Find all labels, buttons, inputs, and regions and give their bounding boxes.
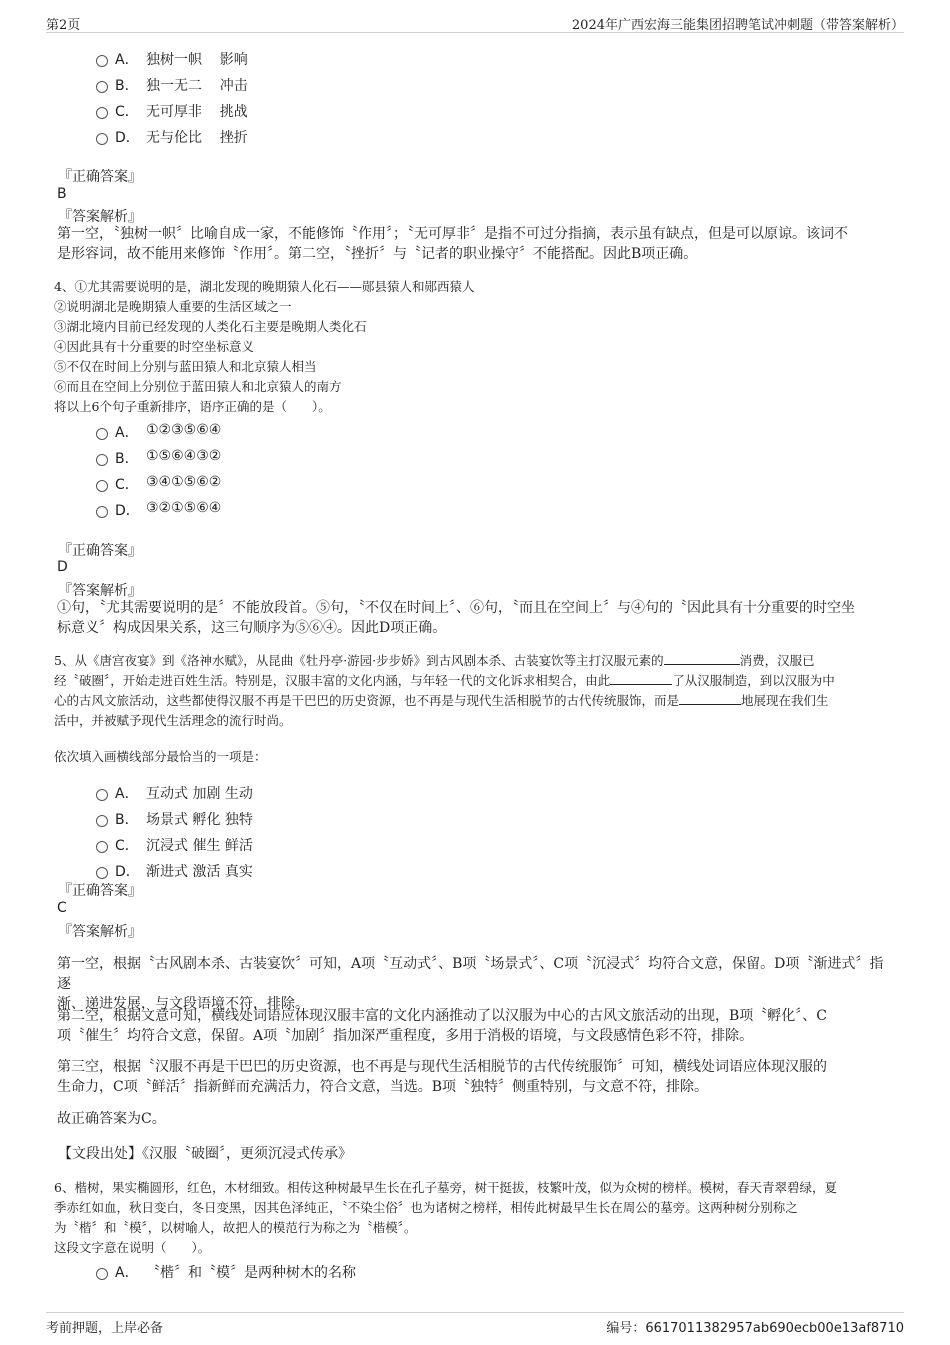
radio-icon[interactable] xyxy=(96,815,108,827)
q5-answer: C xyxy=(57,900,67,916)
blank-3 xyxy=(679,692,741,705)
q5-source: 【文段出处】《汉服〝破圈〞，更须沉浸式传承》 xyxy=(58,1146,352,1162)
q5-analysis-p1: 第一空，根据〝古风剧本杀、古装宴饮〞可知，A项〝互动式〞、B项〝场景式〞、C项〝沉浸式〞均符合文意，保留。D项〝渐进式〞指逐 渐、递进发展，与文段语境不符，排除。 xyxy=(57,956,884,1012)
q5-analysis-p2: 第二空，根据文意可知，横线处词语应体现汉服丰富的文化内涵推动了以汉服为中心的古风文旅活动的出现，B项〝孵化〞、C 项〝催生〞均符合文意，保留。A项〝加剧〞指加深严重程度，多用于消极的语境，与文段感情色彩不符，排除。 xyxy=(57,1008,827,1044)
q5-prompt: 依次填入画横线部分最恰当的一项是： xyxy=(54,749,267,764)
page-header xyxy=(46,12,904,33)
q4-analysis: ①句，〝尤其需要说明的是〞不能放段首。⑤句，〝不仅在时间上〞、⑥句，〝而且在空间上〞与④句的〝因此具有十分重要的时空坐 标意义〞构成因果关系，这三句顺序为⑤⑥④。因此D项正确。 xyxy=(57,600,855,636)
footer-slogan: 考前押题，上岸必备 xyxy=(46,1321,164,1336)
q5-analysis-p4: 故正确答案为C。 xyxy=(57,1111,166,1127)
q5-stem: 5、从《唐宫夜宴》到《洛神水赋》，从昆曲《牡丹亭·游园·步步娇》到古风剧本杀、古装宴饮等主打汉服元素的 消费，汉服已 经〝破圈〞，开始走进百姓生活。特别是，汉服丰富的文化内涵，与年轻一代的文化诉求相契合，由此 了从汉服制造，到以汉服为中 心的古风文旅活动，这些都使得汉服不再是干巴巴的历史资源，也不再是与现代生活相脱节的古代传统服饰，而是 地展现在我们生 活中，并被赋予现代生活理念的流行时尚。 xyxy=(54,653,835,728)
radio-icon[interactable] xyxy=(96,81,108,93)
page-footer xyxy=(46,1312,904,1339)
q5-analysis-p3: 第三空，根据〝汉服不再是干巴巴的历史资源，也不再是与现代生活相脱节的古代传统服饰〞可知，横线处词语应体现汉服的 生命力，C项〝鲜活〞指新鲜而充满活力，符合文意，当选。B项〝独特〞侧重特别，与文意不符，排除。 xyxy=(57,1059,827,1095)
document-title: 2024年广西宏海三能集团招聘笔试冲刺题（带答案解析） xyxy=(571,18,904,33)
q3-correct-label: 『正确答案』 xyxy=(58,169,142,185)
radio-icon[interactable] xyxy=(96,454,108,466)
q5-correct-label: 『正确答案』 xyxy=(58,883,142,899)
q4-analysis-label: 『答案解析』 xyxy=(58,583,142,599)
radio-icon[interactable] xyxy=(96,1268,108,1280)
radio-icon[interactable] xyxy=(96,428,108,440)
radio-icon[interactable] xyxy=(96,55,108,67)
blank-1 xyxy=(664,652,740,665)
radio-icon[interactable] xyxy=(96,133,108,145)
q3-analysis-label: 『答案解析』 xyxy=(58,209,142,225)
radio-icon[interactable] xyxy=(96,867,108,879)
q5-analysis-label: 『答案解析』 xyxy=(58,924,142,940)
radio-icon[interactable] xyxy=(96,841,108,853)
q6-stem: 6、楷树，果实椭圆形，红色，木材细致。相传这种树最早生长在孔子墓旁，树干挺拔，枝繁叶茂，似为众树的榜样。模树，春天青翠碧绿，夏 季赤红如血，秋日变白，冬日变黑，因其色泽纯正，〝不染尘俗〞也为诸树之榜样，相传此树最早生长在周公的墓旁。这两种树分别称之 为〝楷〞和〝模〞，以树喻人，故把人的模范行为称之为〝楷模〞。 这段文字意在说明（ ）。 xyxy=(54,1180,837,1255)
radio-icon[interactable] xyxy=(96,480,108,492)
document-id: 编号：6617011382957ab690ecb00e13af8710 xyxy=(606,1321,904,1336)
radio-icon[interactable] xyxy=(96,789,108,801)
q4-stem: 4、①尤其需要说明的是，湖北发现的晚期猿人化石——郧县猿人和郧西猿人 ②说明湖北是晚期猿人重要的生活区域之一 ③湖北境内目前已经发现的人类化石主要是晚期人类化石 ④因此具有十分重要的时空坐标意义 ⑤不仅在时间上分别与蓝田猿人和北京猿人相当 ⑥而且在空间上分别位于蓝田猿人和北京猿人的南方 将以上6个句子重新排序，语序正确的是（ ）。 xyxy=(54,279,475,414)
blank-2 xyxy=(610,672,672,685)
radio-icon[interactable] xyxy=(96,506,108,518)
radio-icon[interactable] xyxy=(96,107,108,119)
q4-answer: D xyxy=(57,559,68,575)
q4-correct-label: 『正确答案』 xyxy=(58,543,142,559)
q3-analysis: 第一空，〝独树一帜〞比喻自成一家，不能修饰〝作用〞；〝无可厚非〞是指不可过分指摘，表示虽有缺点，但是可以原谅。该词不 是形容词，故不能用来修饰〝作用〞。第二空，〝挫折〞与〝记者的职业操守〞不能搭配。因此B项正确。 xyxy=(57,226,848,262)
page-number: 第2页 xyxy=(46,18,81,33)
q3-answer: B xyxy=(57,186,67,202)
